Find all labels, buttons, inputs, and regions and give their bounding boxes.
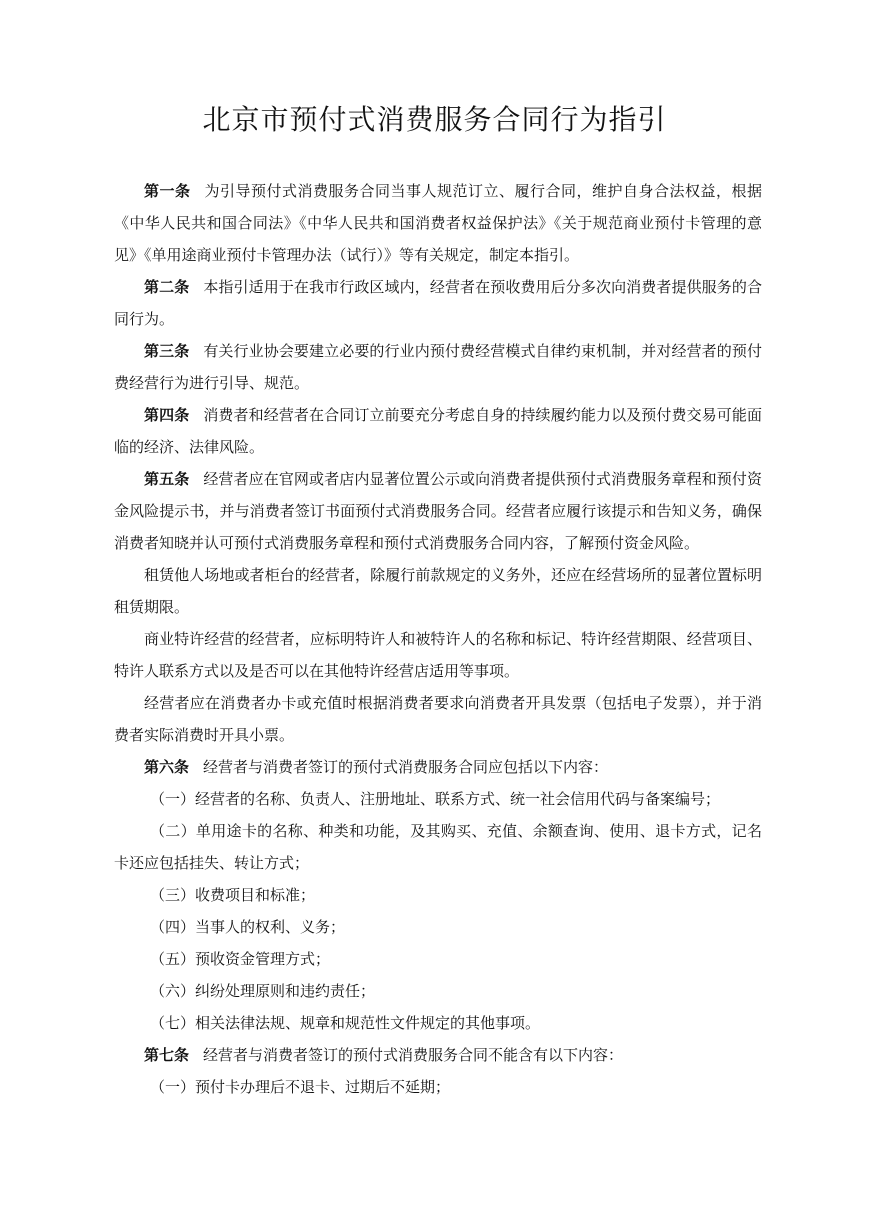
paragraph-text: 经营者应在消费者办卡或充值时根据消费者要求向消费者开具发票（包括电子发票），并于消费者实际消费时开具小票。 xyxy=(114,694,762,744)
paragraph-text: （六）纠纷处理原则和违约责任； xyxy=(150,982,376,1000)
paragraph-text: 为引导预付式消费服务合同当事人规范订立、履行合同，维护自身合法权益，根据《中华人民共和国合同法》《中华人民共和国消费者权益保护法》《关于规范商业预付卡管理的意见》《单用途商业预付卡管理办法（试行）》等有关规定，制定本指引。 xyxy=(114,182,762,264)
article-paragraph xyxy=(114,1039,762,1071)
article-paragraph xyxy=(114,399,762,463)
paragraph-text: （四）当事人的权利、义务； xyxy=(150,918,346,936)
list-item xyxy=(114,1071,762,1103)
article-paragraph xyxy=(114,463,762,559)
article-label: 第四条 xyxy=(144,406,190,424)
list-item xyxy=(114,911,762,943)
paragraph-text: 经营者与消费者签订的预付式消费服务合同应包括以下内容： xyxy=(203,758,609,776)
list-item xyxy=(114,1007,762,1039)
article-label: 第五条 xyxy=(144,470,190,488)
article-label: 第一条 xyxy=(144,182,191,200)
article-label: 第七条 xyxy=(144,1046,190,1064)
article-paragraph xyxy=(114,751,762,783)
article-label: 第三条 xyxy=(144,342,190,360)
paragraph-text: 租赁他人场地或者柜台的经营者，除履行前款规定的义务外，还应在经营场所的显著位置标明租赁期限。 xyxy=(114,566,762,616)
article-paragraph xyxy=(114,175,762,271)
paragraph-text: （一）经营者的名称、负责人、注册地址、联系方式、统一社会信用代码与备案编号； xyxy=(150,790,721,808)
paragraph-text: （三）收费项目和标准； xyxy=(150,886,316,904)
paragraph-text: （七）相关法律法规、规章和规范性文件规定的其他事项。 xyxy=(150,1014,541,1032)
list-item xyxy=(114,783,762,815)
paragraph xyxy=(114,623,762,687)
paragraph-text: 经营者应在官网或者店内显著位置公示或向消费者提供预付式消费服务章程和预付资金风险提示书，并与消费者签订书面预付式消费服务合同。经营者应履行该提示和告知义务，确保消费者知晓并认可预付式消费服务章程和预付式消费服务合同内容，了解预付资金风险。 xyxy=(114,470,762,552)
list-item xyxy=(114,879,762,911)
paragraph-text: （二）单用途卡的名称、种类和功能，及其购买、充值、余额查询、使用、退卡方式，记名卡还应包括挂失、转让方式； xyxy=(114,822,762,872)
paragraph xyxy=(114,687,762,751)
paragraph-text: 有关行业协会要建立必要的行业内预付费经营模式自律约束机制，并对经营者的预付费经营行为进行引导、规范。 xyxy=(114,342,762,392)
list-item xyxy=(114,815,762,879)
article-paragraph xyxy=(114,335,762,399)
list-item xyxy=(114,943,762,975)
paragraph-text: （一）预付卡办理后不退卡、过期后不延期； xyxy=(150,1078,451,1096)
document-body xyxy=(114,175,762,1103)
article-paragraph xyxy=(114,271,762,335)
paragraph-text: 商业特许经营的经营者，应标明特许人和被特许人的名称和标记、特许经营期限、经营项目、特许人联系方式以及是否可以在其他特许经营店适用等事项。 xyxy=(114,630,762,680)
document-title: 北京市预付式消费服务合同行为指引 xyxy=(202,103,667,136)
article-label: 第六条 xyxy=(144,758,190,776)
list-item xyxy=(114,975,762,1007)
paragraph-text: 消费者和经营者在合同订立前要充分考虑自身的持续履约能力以及预付费交易可能面临的经济、法律风险。 xyxy=(114,406,762,456)
paragraph-text: 本指引适用于在我市行政区域内，经营者在预收费用后分多次向消费者提供服务的合同行为。 xyxy=(114,278,762,328)
paragraph-text: （五）预收资金管理方式； xyxy=(150,950,331,968)
paragraph-text: 经营者与消费者签订的预付式消费服务合同不能含有以下内容： xyxy=(203,1046,624,1064)
paragraph xyxy=(114,559,762,623)
article-label: 第二条 xyxy=(144,278,190,296)
